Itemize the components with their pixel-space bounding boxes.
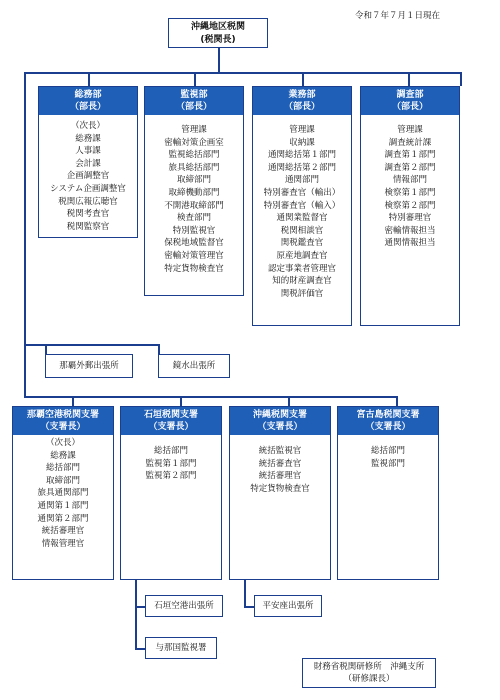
office-box-yonaguni	[145, 637, 217, 659]
department-head: （部長）	[69, 102, 106, 112]
branch-box-naha-airport	[12, 406, 114, 580]
branch-head: （支署長）	[148, 422, 194, 432]
connector-line	[72, 396, 74, 406]
list-item: 通関部門	[284, 175, 319, 186]
branch-name: 那覇空港税関支署	[26, 410, 99, 420]
connector-line	[244, 606, 254, 608]
list-item: 情報管理官	[41, 538, 85, 549]
connector-line	[194, 72, 196, 86]
list-item: （次長）	[70, 121, 105, 131]
connector-line	[244, 580, 246, 608]
list-item: 検査部門	[176, 213, 211, 224]
department-head: （部長）	[391, 102, 428, 112]
as-of-date: 令和７年７月１日現在	[355, 11, 441, 21]
list-item: 人事課	[75, 146, 101, 157]
list-item: 密輸対策企画室	[164, 137, 224, 148]
department-header	[39, 87, 137, 115]
department-name: 総務部	[74, 90, 102, 100]
list-item: 知的財産調査官	[272, 276, 332, 287]
connector-line	[408, 72, 410, 86]
list-item: 収納課	[289, 137, 315, 148]
connector-line	[180, 396, 182, 406]
department-name: 業務部	[288, 90, 316, 100]
list-item: 密輸対策管理官	[164, 250, 224, 261]
department-box-investigation	[360, 86, 460, 326]
list-item: 旅具総括部門	[168, 162, 220, 173]
department-header	[361, 87, 459, 115]
branch-name: 石垣税関支署	[143, 410, 198, 420]
branch-box-ishigaki	[120, 406, 222, 580]
department-name: 調査部	[396, 90, 424, 100]
list-item: 取締部門	[45, 475, 80, 486]
list-item: 特別審査官（輸出）	[263, 187, 341, 198]
connector-line	[158, 344, 160, 354]
office-name: 平安座出張所	[262, 601, 314, 611]
department-header	[145, 87, 243, 115]
list-item: 監視総括部門	[168, 150, 220, 161]
list-item: 調査第２部門	[384, 162, 436, 173]
list-item: 企画調整官	[66, 171, 110, 182]
branch-name: 沖縄税関支署	[252, 410, 307, 420]
department-head: （部長）	[283, 102, 320, 112]
connector-line	[45, 344, 47, 354]
list-item: 原産地調査官	[276, 250, 328, 261]
list-item: 通関業監督官	[276, 213, 328, 224]
branch-name: 宮古島税関支署	[356, 410, 420, 420]
list-item: 管理課	[181, 125, 207, 135]
connector-line	[288, 396, 290, 406]
training-institute-title: 財務省税関研修所 沖縄支所	[313, 662, 425, 672]
connector-line	[88, 72, 90, 86]
connector-line	[135, 606, 145, 608]
branch-box-okinawa	[229, 406, 331, 580]
list-item: 情報部門	[392, 175, 427, 186]
connector-line	[396, 396, 398, 406]
branch-head: （支署長）	[40, 422, 86, 432]
list-item: 旅具通関部門	[37, 488, 89, 499]
list-item: 通関総括第２部門	[267, 162, 336, 173]
branch-header	[13, 407, 113, 435]
office-box-ishigaki-airport	[145, 595, 223, 617]
list-item: 監視第１部門	[145, 458, 197, 469]
list-item: 監視第２部門	[145, 471, 197, 482]
list-item: 統括審査官	[258, 458, 302, 469]
list-item: 特定貨物検査官	[250, 483, 310, 494]
list-item: 検察第２部門	[384, 200, 436, 211]
office-box-hirayasu	[254, 595, 322, 617]
branch-box-miyakojima	[337, 406, 439, 580]
list-item: 管理課	[397, 125, 423, 135]
list-item: 統括監視官	[258, 446, 302, 456]
branch-header	[230, 407, 330, 435]
list-item: 関税鑑査官	[280, 238, 324, 249]
list-item: 総括部門	[153, 446, 188, 456]
list-item: 取締部門	[176, 175, 211, 186]
list-item: 税関監察官	[66, 221, 110, 232]
list-item: （次長）	[45, 438, 80, 448]
list-item: 統括審理官	[41, 526, 85, 537]
branch-head: （支署長）	[257, 422, 303, 432]
list-item: 特別審理官	[388, 213, 432, 224]
connector-line	[218, 47, 220, 74]
department-head: （部長）	[175, 102, 212, 112]
list-item: 通関第２部門	[37, 513, 89, 524]
list-item: 取締機動部門	[168, 187, 220, 198]
list-item: 特別審査官（輸入）	[263, 200, 341, 211]
department-box-operations	[252, 86, 352, 326]
department-box-general-affairs	[38, 86, 138, 238]
list-item: 検察第１部門	[384, 187, 436, 198]
list-item: 統括審理官	[258, 471, 302, 482]
connector-line	[135, 580, 137, 650]
list-item: システム企画調整官	[50, 183, 126, 194]
list-item: 関税評価官	[280, 288, 324, 299]
connector-line	[135, 648, 145, 650]
list-item: 総務課	[75, 133, 101, 144]
list-item: 保税地域監督官	[164, 238, 224, 249]
headquarters-box	[168, 18, 268, 48]
branch-header	[338, 407, 438, 435]
office-box-kyozui	[158, 354, 230, 378]
branch-header	[121, 407, 221, 435]
list-item: 通関総括第１部門	[267, 150, 336, 161]
training-institute-box	[302, 658, 436, 688]
list-item: 通関情報担当	[384, 238, 436, 249]
connector-line	[302, 72, 304, 86]
list-item: 通関第１部門	[37, 500, 89, 511]
office-name: 鏡水出張所	[172, 361, 216, 371]
list-item: 管理課	[289, 125, 315, 135]
connector-line	[24, 72, 26, 398]
list-item: 認定事業者管理官	[267, 263, 336, 274]
connector-line	[460, 72, 462, 86]
list-item: 会計課	[75, 158, 101, 169]
list-item: 税関考査官	[66, 209, 110, 220]
department-box-surveillance	[144, 86, 244, 296]
headquarters-head: (税関長)	[200, 35, 236, 45]
list-item: 密輸情報担当	[384, 225, 436, 236]
headquarters-title: 沖縄地区税関	[190, 22, 245, 32]
list-item: 総括部門	[45, 463, 80, 474]
office-name: 与那国監視署	[155, 643, 207, 653]
office-name: 石垣空港出張所	[154, 601, 214, 611]
training-institute-head: （研修課長）	[343, 674, 395, 684]
office-name: 那覇外郵出張所	[59, 361, 119, 371]
list-item: 総務課	[50, 450, 76, 461]
branch-head: （支署長）	[365, 422, 411, 432]
department-header	[253, 87, 351, 115]
list-item: 調査第１部門	[384, 150, 436, 161]
list-item: 総括部門	[370, 446, 405, 456]
list-item: 調査統計課	[388, 137, 432, 148]
department-name: 監視部	[180, 90, 208, 100]
list-item: 税関広報広聴官	[58, 196, 118, 207]
connector-line	[24, 396, 398, 398]
list-item: 税関相談官	[280, 225, 324, 236]
list-item: 特別監視官	[172, 225, 216, 236]
list-item: 監視部門	[370, 458, 405, 469]
list-item: 不開港取締部門	[164, 200, 224, 211]
office-box-naha-foreign-mail	[45, 354, 133, 378]
list-item: 特定貨物検査官	[164, 263, 224, 274]
